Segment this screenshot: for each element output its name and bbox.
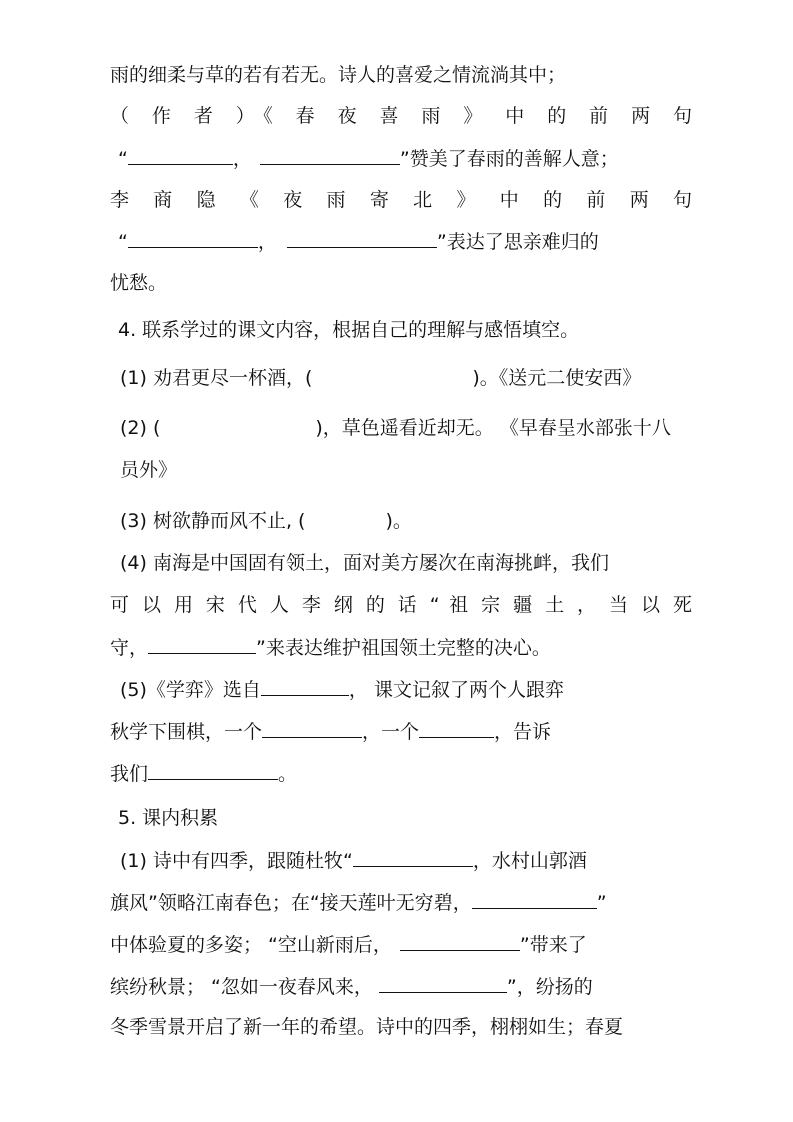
blank[interactable] (128, 146, 233, 165)
text: ，水村山郭酒 (472, 850, 587, 872)
q4-item-1 (120, 366, 641, 390)
text: 我们 (110, 763, 149, 785)
text: 。 (278, 763, 298, 785)
blank[interactable] (262, 719, 362, 738)
q4-item-5 (120, 677, 564, 701)
q5-line (120, 848, 587, 872)
blank[interactable] (400, 932, 520, 951)
blank[interactable] (261, 677, 349, 696)
q4-item-5 (110, 719, 551, 743)
text: “ (118, 231, 128, 253)
text: ”，纷扬的 (506, 976, 593, 998)
blank[interactable] (148, 761, 278, 780)
text: )。《送元二使安西》 (472, 367, 642, 389)
text: 缤纷秋景； “忽如一夜春风来， (110, 976, 373, 998)
question-5-title: 5. 课内积累 (118, 807, 219, 829)
text: )，草色遥看近却无。 《早春呈水部张十八 (315, 417, 671, 439)
q4-item-5 (110, 761, 297, 785)
q3-line (118, 229, 599, 253)
q5-line (110, 974, 593, 998)
blank[interactable] (419, 719, 494, 738)
text: ” (596, 892, 607, 914)
q3-line: 雨的细柔与草的若有若无。诗人的喜爱之情流淌其中； (110, 64, 567, 86)
text: 守， (110, 637, 149, 659)
blank[interactable] (128, 229, 258, 248)
blank[interactable] (353, 848, 473, 867)
q3-line: （ 作 者 ）《 春 夜 喜 雨 》 中 的 前 两 句 (110, 105, 692, 127)
text: ，告诉 (494, 721, 552, 743)
q3-line: 忧愁。 (110, 272, 168, 294)
text: ， (232, 148, 252, 170)
text: ”表达了思亲难归的 (436, 231, 599, 253)
blank[interactable] (148, 635, 256, 654)
q4-item-2 (120, 416, 671, 440)
text: (1) 劝君更尽一杯酒，( (120, 367, 313, 389)
text: (3) 树欲静而风不止, ( (120, 510, 306, 532)
q3-line (118, 146, 619, 170)
text: ”赞美了春雨的善解人意； (399, 148, 619, 170)
blank[interactable] (287, 229, 437, 248)
q4-item-4 (110, 635, 551, 659)
text: (1) 诗中有四季，跟随杜牧“ (120, 850, 353, 872)
blank[interactable] (260, 146, 400, 165)
q4-item-3 (120, 509, 412, 533)
q3-line: 李 商 隐 《 夜 雨 寄 北 》 中 的 前 两 句 (110, 189, 692, 211)
q5-line: 冬季雪景开启了新一年的希望。诗中的四季，栩栩如生；春夏 (110, 1016, 624, 1038)
text: ”带来了 (519, 934, 587, 956)
text: 中体验夏的多姿； “空山新雨后， (110, 934, 392, 956)
text: 秋学下围棋，一个 (110, 721, 263, 743)
text: “ (118, 148, 128, 170)
q5-line (110, 890, 607, 914)
text: 旗风”领略江南春色；在“接天莲叶无穷碧， (110, 892, 472, 914)
q4-item-2-cont: 员外》 (120, 459, 178, 481)
text: )。 (385, 510, 412, 532)
text: ， (257, 231, 277, 253)
q5-line (110, 932, 587, 956)
text: (2) ( (120, 417, 161, 439)
q4-item-4: 可 以 用 宋 代 人 李 纲 的 话 “ 祖 宗 疆 土 ， 当 以 死 (110, 594, 692, 616)
blank[interactable] (472, 890, 597, 909)
question-4-title: 4. 联系学过的课文内容，根据自己的理解与感悟填空。 (118, 319, 580, 341)
text: ，一个 (362, 721, 420, 743)
text: ， 课文记叙了两个人跟弈 (348, 679, 564, 701)
q4-item-4: (4) 南海是中国固有领土，面对美方屡次在南海挑衅，我们 (120, 552, 609, 574)
blank[interactable] (379, 974, 507, 993)
text: ”来表达维护祖国领土完整的决心。 (256, 637, 551, 659)
text: (5)《学弈》选自 (120, 679, 261, 701)
